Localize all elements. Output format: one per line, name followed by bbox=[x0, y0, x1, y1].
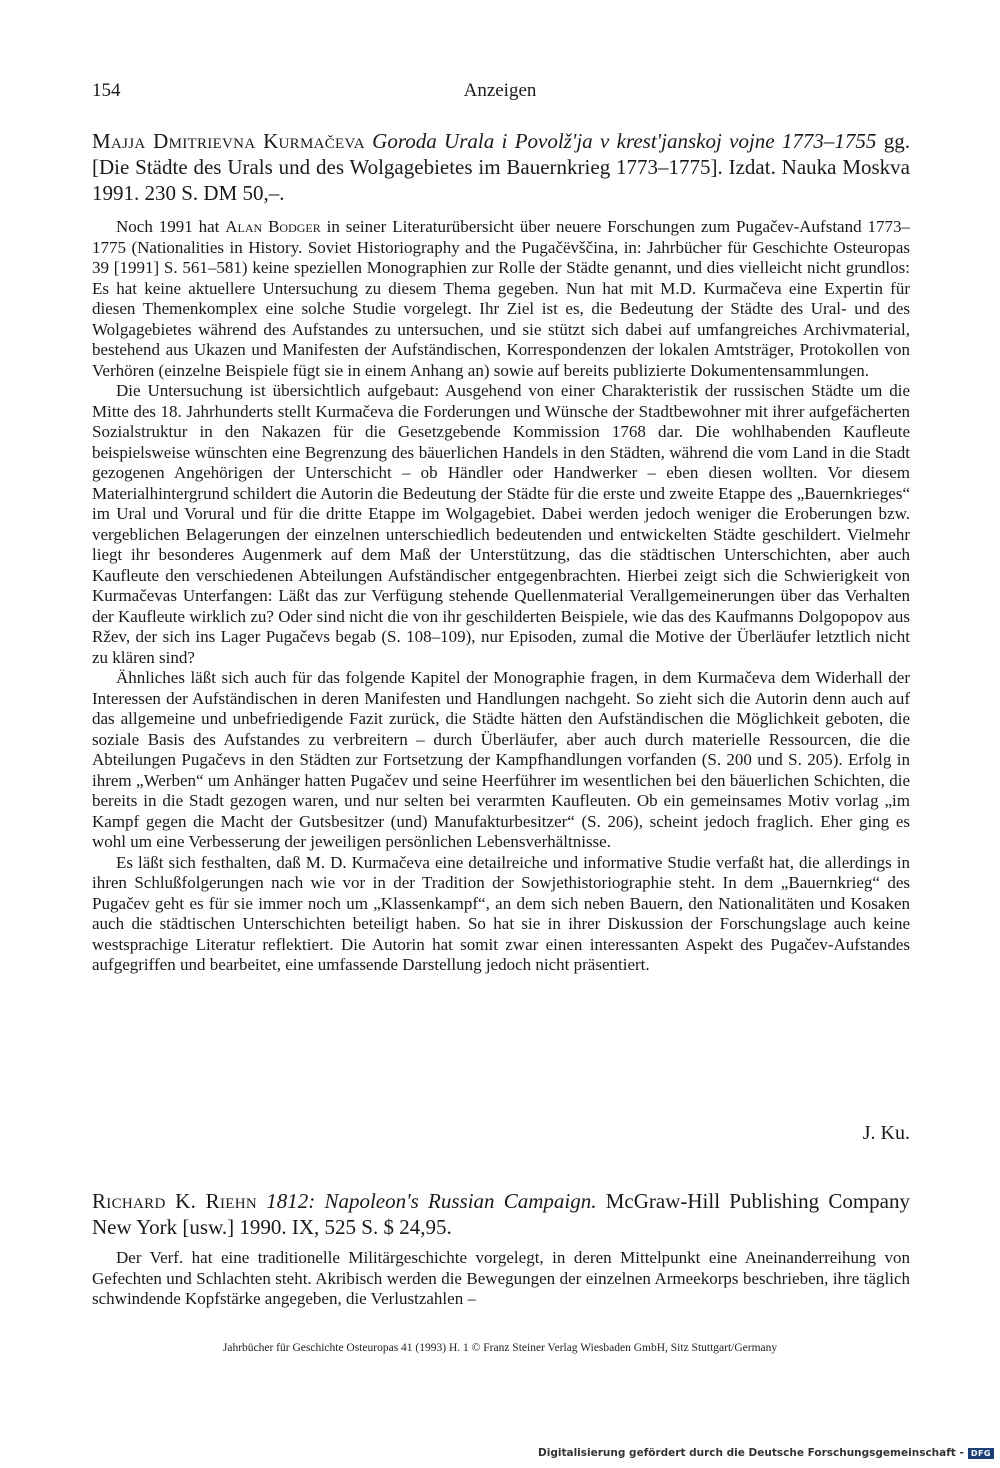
review-1-heading bbox=[92, 128, 910, 206]
review-1-author: Majja Dmitrievna Kurmačeva bbox=[92, 129, 365, 153]
digitization-text: Digitalisierung gefördert durch die Deutsche Forschungsgemeinschaft - bbox=[538, 1447, 964, 1459]
review-2-body bbox=[92, 1248, 910, 1310]
journal-citation-footer: Jahrbücher für Geschichte Osteuropas 41 (1993) H. 1 © Franz Steiner Verlag Wiesbaden GmbH, Sitz Stuttgart/Germany bbox=[222, 1342, 778, 1354]
review-1-bibliographic-details: gg. [Die Städte des Urals und des Wolgagebietes im Bauernkrieg 1773–1775]. Izdat. Nauka Moskva 1991. 230 S. DM 50,–. bbox=[92, 129, 911, 205]
review-1-paragraph: Die Untersuchung ist übersichtlich aufgebaut: Ausgehend von einer Charakteristik der russischen Städte um die Mitte des 18. Jahrhunderts stellt Kurmačeva die Forderungen und Wünsche der Stadtbewohner mit ihrer aufgefächerten Sozialstruktur in den Nakazen für die Gesetzgebende Kommission 1768 dar. Die wohlhabenden Kaufleute beispielsweise wünschten eine Begrenzung des bäuerlichen Handels in den Städten, während die vom Land in die Stadt gezogenen Angehörigen der Unterschicht – ob Händler oder Handwerker – eben diesen wollten. Vor diesem Materialhintergrund schildert die Autorin die Bedeutung der Städte für die erste und zweite Etappe des „Bauernkrieges“ im Ural und Vorural und für die dritte Etappe im Wolgagebiet. Dabei werden jedoch weniger die Eroberungen bzw. vergeblichen Belagerungen der einzelnen unterschiedlich bedeutenden und entwickelten Städte geschildert. Vielmehr liegt ihr besonderes Augenmerk auf dem Maß der Unterstützung, das die städtischen Unterschichten, aber auch Kaufleute den verschiedenen Abteilungen Aufständischer entgegenbrachten. Hierbei zeigt sich die Schwierigkeit von Kurmačevas Unterfangen: Läßt das zur Verfügung stehende Quellenmaterial Verallgemeinerungen über das Verhalten der Kaufleute wirklich zu? Oder sind nicht die von ihr geschilderten Beispiele, wie das des Kaufmanns Dolgopopov aus Ržev, der sich ins Lager Pugačevs begab (S. 108–109), nur Episoden, zumal die Motive der Überläufer letztlich nicht zu klären sind? bbox=[92, 381, 910, 667]
review-2-heading bbox=[92, 1188, 910, 1240]
review-1-paragraph: Noch 1991 hat Alan Bodger in seiner Literaturübersicht über neuere Forschungen zum Pugačev-Aufstand 1773–1775 (Nationalities in History. Soviet Historiography and the Pugačëvščina, in: Jahrbücher für Geschichte Osteuropas 39 [1991] S. 561–581) keine speziellen Monographien zur Rolle der Städte genannt, und dies vielleicht nicht grundlos: Es hat keine aktuellere Untersuchung zu diesem Thema gegeben. Nun hat mit M.D. Kurmačeva eine Expertin für diesen Themenkomplex eine solche Studie vorgelegt. Ihr Ziel ist es, die Bedeutung der Städte des Ural- und des Wolgagebietes während des Aufstandes zu untersuchen, und sie stützt sich dabei auf umfangreiches Archivmaterial, bestehend aus Ukazen und Manifesten der Aufständischen, Korrespondenzen der lokalen Amtsträger, Protokollen von Verhören (einzelne Beispiele fügt sie in einem Anhang an) sowie auf bereits publizierte Dokumentensammlungen. bbox=[92, 217, 910, 380]
digitization-notice bbox=[538, 1447, 994, 1459]
cited-author: Alan Bodger bbox=[225, 217, 321, 236]
running-title: Anzeigen bbox=[463, 80, 537, 101]
review-1-body bbox=[92, 217, 910, 976]
review-1-paragraph: Ähnliches läßt sich auch für das folgende Kapitel der Monographie fragen, in dem Kurmačeva dem Widerhall der Interessen der Aufständischen in deren Manifesten und Handlungen nachgeht. So zieht sich die Autorin denn auch auf das allgemeine und unbefriedigende Fazit zurück, die Städte hätten den Aufständischen die Möglichkeit geboten, die soziale Basis des Aufstandes zu verbreitern – durch Überläufer, aber auch durch materielle Ressourcen, die die Abteilungen Pugačevs in den Städten zur Fortsetzung der Kampfhandlungen vorfanden (S. 200 und S. 205). Erfolg in ihrem „Werben“ um Anhänger hatten Pugačev und seine Heerführer im wesentlichen bei den bäuerlichen Schichten, die bereits in die Stadt gezogen waren, und nur selten bei verarmten Kaufleuten. Ob ein gemeinsames Motiv vorlag „im Kampf gegen die Macht der Gutsbesitzer (und) Manufakturbesitzer“ (S. 206), scheint jedoch fraglich. Eher ging es wohl um eine Verbesserung der jeweiligen persönlichen Lebensverhältnisse. bbox=[92, 668, 910, 851]
review-1-title: Goroda Urala i Povolž'ja v krest'janskoj vojne 1773–1755 bbox=[372, 129, 877, 153]
review-1-signature: J. Ku. bbox=[862, 1122, 910, 1144]
review-2-title: 1812: Napoleon's Russian Campaign. bbox=[266, 1189, 597, 1213]
review-2-paragraph: Der Verf. hat eine traditionelle Militärgeschichte vorgelegt, in deren Mittelpunkt eine Aneinanderreihung von Gefechten und Schlachten steht. Akribisch werden die Bewegungen der einzelnen Armeekorps beschrieben, ihre täglich schwindende Kopfstärke angegeben, die Verlustzahlen – bbox=[92, 1248, 910, 1308]
dfg-logo: DFG bbox=[968, 1448, 994, 1459]
review-1-paragraph: Es läßt sich festhalten, daß M. D. Kurmačeva eine detailreiche und informative Studie verfaßt hat, die allerdings in ihren Schlußfolgerungen nach wie vor in der Tradition der Sowjethistoriographie steht. In dem „Bauernkrieg“ des Pugačev geht es für sie immer noch um „Klassenkampf“, an dem sich neben Bauern, den Nationalitäten und Kosaken auch die städtischen Unterschichten beteiligt haben. So hat sie in ihrer Diskussion der Forschungslage auch keine westsprachige Literatur reflektiert. Die Autorin hat somit zwar einen interessanten Aspekt des Pugačev-Aufstandes aufgegriffen und bearbeitet, eine umfassende Darstellung jedoch nicht präsentiert. bbox=[92, 852, 910, 974]
page-number: 154 bbox=[92, 80, 121, 101]
review-2-bibliographic-details: McGraw-Hill Publishing Company New York [usw.] 1990. IX, 525 S. $ 24,95. bbox=[92, 1189, 911, 1239]
review-2-author: Richard K. Riehn bbox=[92, 1189, 258, 1213]
